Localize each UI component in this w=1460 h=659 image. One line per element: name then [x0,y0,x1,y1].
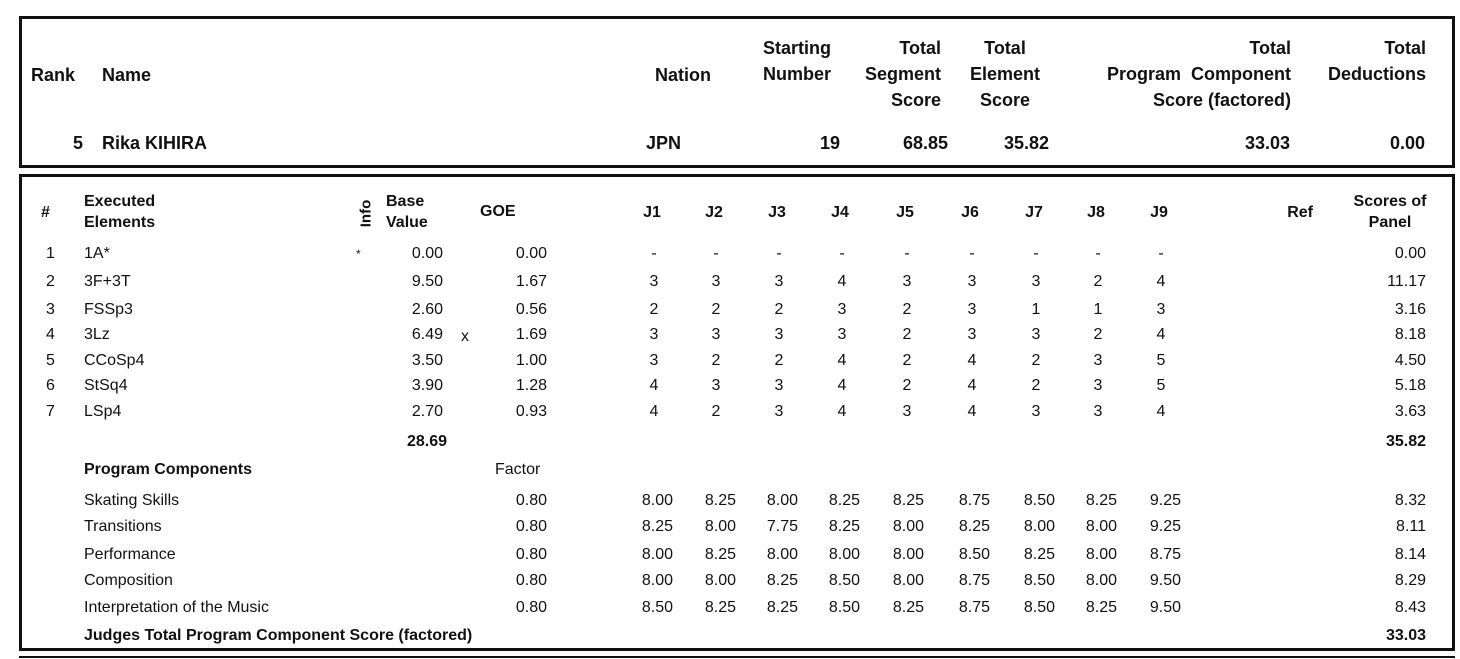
component-judge-score: 8.00 [892,572,924,589]
element-base-value: 3.90 [411,377,443,394]
element-name: FSSp3 [84,301,133,318]
element-judge-score: 3 [967,273,977,290]
element-panel-score: 11.17 [1387,273,1426,290]
element-judge-score: 2 [774,352,784,369]
col-element-number-header: # [41,204,50,221]
component-panel-score: 8.43 [1394,599,1426,616]
element-judge-score: 4 [1156,326,1166,343]
element-name: StSq4 [84,377,128,394]
component-factor: 0.80 [515,518,547,535]
component-judge-score: 9.50 [1149,599,1181,616]
component-judge-score: 8.50 [641,599,673,616]
col-total-segment-score-header: Total Segment Score [864,38,941,110]
element-goe: 0.56 [515,301,547,318]
element-judge-score: 3 [649,273,659,290]
component-judge-score: 8.00 [1085,572,1117,589]
component-judge-score: 8.00 [641,546,673,563]
element-judge-score: - [776,245,782,262]
component-judge-score: 9.25 [1149,492,1181,509]
element-goe: 0.93 [515,403,547,420]
component-judge-score: 8.50 [958,546,990,563]
component-judge-score: 8.75 [958,599,990,616]
component-judge-score: 8.50 [1023,572,1055,589]
judge-header-j1: J1 [643,204,661,221]
judges-total-pcs-value: 33.03 [1385,627,1426,644]
element-judge-score: 1 [1093,301,1103,318]
judge-header-j3: J3 [768,204,786,221]
col-scores-of-panel-header: Scores of Panel [1353,193,1427,231]
component-name: Interpretation of the Music [84,599,269,616]
component-judge-score: 8.00 [1085,546,1117,563]
element-goe: 1.00 [515,352,547,369]
element-base-value: 9.50 [411,273,443,290]
element-number: 1 [46,245,55,262]
component-judge-score: 8.00 [641,492,673,509]
component-factor: 0.80 [515,492,547,509]
element-panel-score: 5.18 [1394,377,1426,394]
element-judge-score: 4 [649,377,659,394]
element-judge-score: - [1095,245,1101,262]
element-judge-score: - [713,245,719,262]
element-judge-score: 3 [711,273,721,290]
element-judge-score: 4 [967,352,977,369]
col-starting-number-header: Starting Number [762,38,831,84]
elements-base-value-total: 28.69 [406,433,447,450]
component-factor: 0.80 [515,572,547,589]
judge-header-j4: J4 [831,204,849,221]
skater-name: Rika KIHIRA [102,133,208,153]
element-judge-score: 3 [711,377,721,394]
component-name: Skating Skills [84,492,180,509]
component-panel-score: 8.29 [1394,572,1426,589]
component-judge-score: 8.25 [704,492,736,509]
element-judge-score: 3 [902,403,912,420]
element-goe: 0.00 [515,245,547,262]
component-judge-score: 8.25 [828,492,860,509]
element-judge-score: - [1158,245,1164,262]
element-judge-score: 3 [1031,273,1041,290]
element-number: 3 [46,301,55,318]
judge-header-j6: J6 [961,204,979,221]
skater-rank: 5 [73,133,84,153]
element-goe: 1.28 [515,377,547,394]
element-base-value: 0.00 [411,245,443,262]
component-judge-score: 8.25 [766,599,798,616]
element-judge-score: 3 [711,326,721,343]
element-judge-score: - [904,245,910,262]
element-judge-score: 4 [1156,403,1166,420]
component-judge-score: 8.25 [828,518,860,535]
element-judge-score: 2 [1093,326,1103,343]
judge-header-j9: J9 [1150,204,1168,221]
element-judge-score: 4 [837,273,847,290]
judges-total-pcs-label: Judges Total Program Component Score (factored) [84,627,473,644]
element-judge-score: 4 [837,377,847,394]
element-base-value: 6.49 [411,326,443,343]
element-goe: 1.67 [515,273,547,290]
component-name: Transitions [84,518,162,535]
component-judge-score: 8.50 [828,599,860,616]
element-judge-score: 2 [711,403,721,420]
element-number: 4 [46,326,55,343]
element-judge-score: - [969,245,975,262]
element-panel-score: 4.50 [1394,352,1426,369]
component-judge-score: 8.25 [704,599,736,616]
component-judge-score: 8.25 [892,492,924,509]
judge-header-j5: J5 [896,204,914,221]
col-total-deductions-header: Total Deductions [1327,38,1426,84]
element-info: * [356,247,361,261]
component-judge-score: 8.50 [1023,492,1055,509]
component-judge-score: 8.25 [641,518,673,535]
component-judge-score: 8.25 [958,518,990,535]
element-judge-score: 3 [774,273,784,290]
col-nation-header: Nation [655,65,711,85]
element-name: 3F+3T [84,273,131,290]
col-ref-header: Ref [1287,204,1313,221]
element-judge-score: - [839,245,845,262]
element-judge-score: 3 [774,403,784,420]
element-number: 7 [46,403,55,420]
component-name: Performance [84,546,176,563]
judge-header-j8: J8 [1087,204,1105,221]
skater-nation: JPN [646,133,682,153]
skater-total-segment-score: 68.85 [902,133,948,153]
element-judge-score: 4 [649,403,659,420]
judge-header-j2: J2 [705,204,723,221]
element-goe: 1.69 [515,326,547,343]
element-base-value: 2.70 [411,403,443,420]
component-judge-score: 8.00 [641,572,673,589]
skater-starting-number: 19 [819,133,840,153]
col-executed-elements-header: Executed Elements [84,193,156,231]
component-judge-score: 8.25 [1085,492,1117,509]
component-judge-score: 8.25 [1085,599,1117,616]
component-judge-score: 9.25 [1149,518,1181,535]
component-judge-score: 8.50 [828,572,860,589]
component-judge-score: 8.25 [892,599,924,616]
element-judge-score: 4 [837,403,847,420]
element-judge-score: 4 [1156,273,1166,290]
element-judge-score: 2 [902,326,912,343]
element-name: CCoSp4 [84,352,145,369]
element-judge-score: 3 [1093,377,1103,394]
component-judge-score: 8.25 [704,546,736,563]
component-judge-score: 8.00 [766,546,798,563]
component-judge-score: 8.75 [958,492,990,509]
element-judge-score: 3 [1031,326,1041,343]
element-judge-score: - [1033,245,1039,262]
element-number: 2 [46,273,55,290]
col-info-header: Info [357,199,375,228]
element-base-value: 2.60 [411,301,443,318]
element-bonus-marker: x [461,328,469,345]
col-name-header: Name [102,65,152,85]
element-judge-score: 1 [1031,301,1041,318]
col-goe-header: GOE [480,203,516,220]
element-judge-score: 2 [649,301,659,318]
component-judge-score: 8.00 [1085,518,1117,535]
col-total-element-score-header: Total Element Score [969,38,1041,110]
component-judge-score: 8.00 [704,572,736,589]
component-judge-score: 8.25 [1023,546,1055,563]
component-judge-score: 8.00 [892,518,924,535]
component-judge-score: 7.75 [766,518,798,535]
component-judge-score: 8.00 [766,492,798,509]
component-panel-score: 8.11 [1396,518,1426,535]
element-judge-score: 3 [837,326,847,343]
component-name: Composition [84,572,173,589]
element-panel-score: 3.63 [1394,403,1426,420]
element-judge-score: 4 [967,403,977,420]
component-judge-score: 8.00 [828,546,860,563]
element-judge-score: - [651,245,657,262]
bottom-divider [19,656,1455,658]
element-judge-score: 3 [1156,301,1166,318]
element-judge-score: 3 [1093,403,1103,420]
component-judge-score: 8.75 [1149,546,1181,563]
component-panel-score: 8.32 [1394,492,1426,509]
skater-total-deductions: 0.00 [1389,133,1425,153]
component-judge-score: 8.25 [766,572,798,589]
element-judge-score: 3 [902,273,912,290]
component-judge-score: 8.75 [958,572,990,589]
element-judge-score: 2 [902,301,912,318]
element-judge-score: 3 [649,352,659,369]
element-judge-score: 3 [967,326,977,343]
col-program-component-header: Total Program Component Score (factored) [1106,38,1291,110]
col-base-value-header: Base Value [386,193,428,231]
element-judge-score: 3 [1093,352,1103,369]
element-judge-score: 5 [1156,377,1166,394]
element-judge-score: 3 [774,377,784,394]
element-judge-score: 3 [1031,403,1041,420]
element-panel-score: 8.18 [1394,326,1426,343]
elements-panel-total: 35.82 [1385,433,1426,450]
element-judge-score: 5 [1156,352,1166,369]
element-judge-score: 2 [711,301,721,318]
element-judge-score: 3 [837,301,847,318]
col-factor-header: Factor [495,461,541,478]
component-judge-score: 8.00 [704,518,736,535]
element-panel-score: 3.16 [1394,301,1426,318]
element-judge-score: 2 [774,301,784,318]
element-judge-score: 3 [967,301,977,318]
program-components-heading: Program Components [84,461,253,478]
component-judge-score: 8.00 [892,546,924,563]
element-judge-score: 2 [1093,273,1103,290]
element-judge-score: 3 [774,326,784,343]
element-judge-score: 2 [711,352,721,369]
element-judge-score: 3 [649,326,659,343]
element-name: 3Lz [84,326,110,343]
component-panel-score: 8.14 [1394,546,1426,563]
component-factor: 0.80 [515,599,547,616]
element-judge-score: 2 [902,352,912,369]
component-judge-score: 9.50 [1149,572,1181,589]
element-judge-score: 2 [1031,377,1041,394]
component-factor: 0.80 [515,546,547,563]
element-base-value: 3.50 [411,352,443,369]
col-rank-header: Rank [31,65,76,85]
skater-total-pcs: 33.03 [1244,133,1290,153]
element-number: 6 [46,377,55,394]
score-detail-box [19,174,1455,651]
element-name: 1A* [84,245,110,262]
component-judge-score: 8.00 [1023,518,1055,535]
element-judge-score: 2 [902,377,912,394]
element-judge-score: 2 [1031,352,1041,369]
judge-header-j7: J7 [1025,204,1043,221]
element-judge-score: 4 [967,377,977,394]
skater-total-element-score: 35.82 [1003,133,1049,153]
element-number: 5 [46,352,55,369]
element-judge-score: 4 [837,352,847,369]
component-judge-score: 8.50 [1023,599,1055,616]
element-name: LSp4 [84,403,122,420]
element-panel-score: 0.00 [1394,245,1426,262]
